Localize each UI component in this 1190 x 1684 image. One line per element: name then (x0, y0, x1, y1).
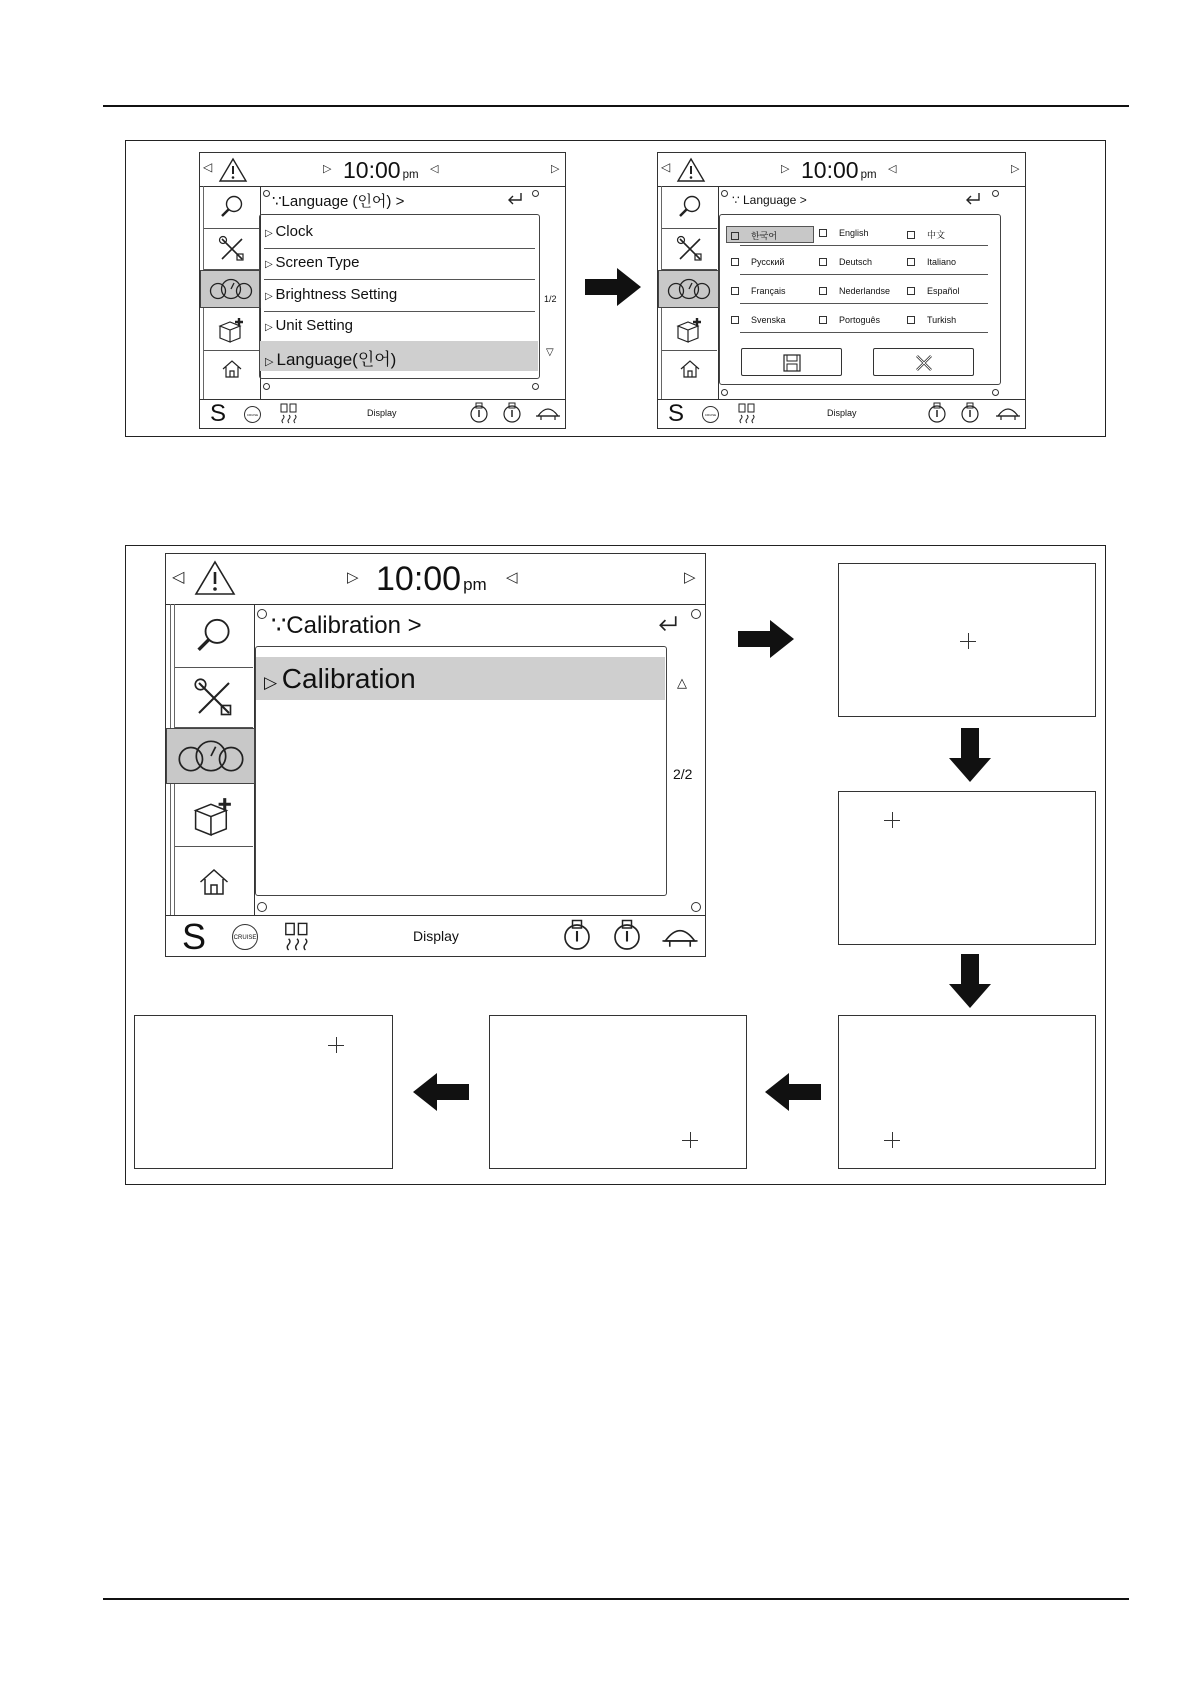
language-option-italian[interactable]: Italiano (907, 257, 956, 267)
corner-dot (992, 190, 999, 197)
language-option-dutch[interactable]: Nederlandse (819, 286, 890, 296)
glow-plug-icon (283, 920, 311, 952)
checkbox[interactable] (907, 316, 915, 324)
corner-dot (263, 383, 270, 390)
top-bar (200, 153, 565, 187)
page-indicator: 1/2 (544, 294, 557, 304)
corner-dot (532, 383, 539, 390)
checkbox[interactable] (819, 316, 827, 324)
turtle-icon (661, 923, 699, 950)
sidebar (658, 186, 719, 400)
top-bar (658, 153, 1025, 187)
return-icon[interactable] (964, 192, 982, 206)
sidebar-item-maintenance[interactable] (662, 308, 717, 351)
menu-area (261, 186, 565, 400)
language-option-french[interactable]: Français (731, 286, 786, 296)
calibration-area (255, 604, 705, 916)
top-bar (166, 554, 705, 605)
tools-icon (193, 677, 235, 719)
return-icon[interactable] (656, 615, 680, 633)
corner-dot (691, 609, 701, 619)
menu-item-calibration[interactable]: ▷ Calibration (256, 657, 665, 700)
warning-icon[interactable] (676, 157, 706, 183)
language-option-swedish[interactable]: Svenska (731, 315, 786, 325)
flow-arrow-left-icon (765, 1073, 821, 1111)
language-option-turkish[interactable]: Turkish (907, 315, 956, 325)
calibration-step-3 (838, 1015, 1096, 1169)
cruise-icon: CRUISE (702, 406, 719, 423)
prev-arrow-icon[interactable]: ◁ (661, 160, 671, 174)
checkbox[interactable] (819, 258, 827, 266)
header-rule (103, 105, 1129, 107)
prev-arrow-icon[interactable]: ◁ (203, 160, 213, 174)
checkbox[interactable] (907, 287, 915, 295)
flow-arrow-left-icon (413, 1073, 469, 1111)
home-icon (221, 359, 243, 379)
prev-arrow-icon[interactable]: ◁ (506, 569, 518, 586)
sidebar-item-search[interactable] (175, 604, 253, 668)
prev-arrow-icon[interactable]: ◁ (172, 569, 185, 586)
screen-calibration-menu (165, 553, 706, 957)
coolant-temp-icon (927, 402, 947, 424)
corner-dot (257, 902, 267, 912)
footer-label: Display (413, 928, 459, 944)
sidebar-item-tools[interactable] (175, 668, 253, 728)
oil-temp-icon (502, 402, 522, 424)
language-option-english[interactable]: English (819, 228, 869, 238)
gauges-icon (209, 278, 253, 300)
divider (264, 248, 535, 249)
flow-arrow-down-icon (949, 954, 991, 1008)
calibration-step-4 (489, 1015, 747, 1169)
sidebar-item-search[interactable] (662, 186, 717, 229)
flow-arrow-down-icon (949, 728, 991, 782)
clock-time: 10:00 pm (343, 157, 419, 183)
calibration-target-icon[interactable] (328, 1037, 344, 1053)
next-arrow-icon[interactable]: ▷ (551, 163, 560, 175)
prev-arrow-icon[interactable]: ◁ (430, 163, 439, 175)
sidebar-item-tools[interactable] (204, 229, 259, 270)
language-option-russian[interactable]: Русский (731, 257, 784, 267)
divider (264, 311, 535, 312)
cruise-icon: CRUISE (232, 924, 258, 950)
sidebar-item-display[interactable] (200, 270, 261, 308)
shift-mode-letter: S (182, 916, 207, 957)
divider (740, 274, 988, 275)
coolant-temp-icon (562, 919, 592, 952)
calibration-target-icon[interactable] (960, 633, 976, 649)
menu-panel (259, 214, 540, 379)
shift-mode-letter: S (668, 400, 685, 427)
checkbox[interactable] (907, 231, 915, 239)
menu-item-screen-type[interactable]: ▷ Screen Type (265, 254, 360, 271)
page-indicator: 2/2 (673, 766, 693, 782)
box-plus-icon (191, 793, 237, 837)
language-option-korean[interactable]: 한국어 (726, 226, 814, 243)
figure-language (125, 140, 1106, 437)
screen-language-menu (199, 152, 566, 429)
footer-rule (103, 1598, 1129, 1600)
shift-mode-letter: S (210, 400, 227, 427)
next-arrow-icon[interactable]: ▷ (684, 569, 696, 586)
breadcrumb: ∵ Language > (732, 193, 807, 207)
warning-icon[interactable] (218, 157, 248, 183)
return-icon[interactable] (506, 192, 524, 206)
figure-calibration (125, 545, 1106, 1185)
oil-temp-icon (960, 402, 980, 424)
calibration-step-1 (838, 563, 1096, 717)
corner-dot (691, 902, 701, 912)
divider (740, 245, 988, 246)
search-icon (219, 194, 245, 220)
checkbox[interactable] (819, 229, 827, 237)
close-icon (915, 354, 933, 372)
corner-dot (257, 609, 267, 619)
language-option-portuguese[interactable]: Portoguês (819, 315, 880, 325)
calibration-target-icon[interactable] (884, 812, 900, 828)
calibration-target-icon[interactable] (682, 1132, 698, 1148)
sidebar (200, 186, 261, 400)
warning-icon[interactable] (193, 559, 237, 597)
gauges-icon (177, 739, 245, 773)
sidebar-item-maintenance[interactable] (175, 784, 253, 847)
bottom-bar (658, 399, 1025, 428)
turtle-icon (535, 404, 561, 422)
language-panel (719, 214, 1001, 385)
footer-label: Display (827, 408, 857, 418)
checkbox[interactable] (731, 232, 739, 240)
sidebar-item-display[interactable] (166, 728, 255, 784)
language-option-spanish[interactable]: Español (907, 286, 960, 296)
sidebar (166, 604, 255, 916)
gauges-icon (667, 278, 711, 300)
box-plus-icon (675, 315, 705, 343)
cancel-button[interactable] (873, 348, 974, 376)
divider (740, 303, 988, 304)
tools-icon (218, 235, 246, 263)
search-icon (194, 616, 234, 656)
checkbox[interactable] (731, 316, 739, 324)
next-arrow-icon[interactable]: ▷ (1011, 163, 1020, 175)
next-arrow-icon[interactable]: ▷ (781, 163, 790, 175)
checkbox[interactable] (819, 287, 827, 295)
save-icon (783, 354, 801, 372)
divider (264, 279, 535, 280)
calibration-target-icon[interactable] (884, 1132, 900, 1148)
save-button[interactable] (741, 348, 842, 376)
corner-dot (721, 190, 728, 197)
tools-icon (676, 235, 704, 263)
oil-temp-icon (612, 919, 642, 952)
corner-dot (992, 389, 999, 396)
sidebar-item-display[interactable] (658, 270, 719, 308)
menu-item-clock[interactable]: ▷ Clock (265, 223, 313, 240)
flow-arrow-right-icon (738, 620, 794, 658)
flow-arrow-right-icon (585, 268, 641, 306)
search-icon (677, 194, 703, 220)
checkbox[interactable] (731, 258, 739, 266)
glow-plug-icon (279, 402, 299, 424)
glow-plug-icon (737, 402, 757, 424)
bottom-bar (166, 915, 705, 956)
menu-panel (255, 646, 667, 896)
sidebar-item-maintenance[interactable] (204, 308, 259, 351)
turtle-icon (995, 404, 1021, 422)
home-icon (197, 867, 231, 897)
screen-language-select (657, 152, 1026, 429)
language-option-german[interactable]: Deutsch (819, 257, 872, 267)
corner-dot (532, 190, 539, 197)
next-arrow-icon[interactable]: ▷ (323, 163, 332, 175)
language-area (719, 186, 1025, 400)
next-arrow-icon[interactable]: ▷ (347, 569, 359, 586)
scroll-down-icon[interactable]: ▽ (546, 347, 554, 358)
sidebar-item-home[interactable] (662, 351, 717, 387)
calibration-step-2 (838, 791, 1096, 945)
clock-time: 10:00 pm (376, 560, 487, 598)
menu-item-language[interactable]: ▷ Language(인어) (260, 341, 538, 371)
calibration-step-5 (134, 1015, 393, 1169)
coolant-temp-icon (469, 402, 489, 424)
sidebar-item-home[interactable] (204, 351, 259, 387)
scroll-up-icon[interactable]: △ (677, 675, 687, 690)
sidebar-item-tools[interactable] (662, 229, 717, 270)
home-icon (679, 359, 701, 379)
corner-dot (721, 389, 728, 396)
checkbox[interactable] (907, 258, 915, 266)
footer-label: Display (367, 408, 397, 418)
cruise-icon: CRUISE (244, 406, 261, 423)
language-option-chinese[interactable]: 中文 (907, 228, 945, 241)
clock-time: 10:00 pm (801, 157, 877, 183)
breadcrumb: ∵Calibration > (271, 612, 422, 639)
bottom-bar (200, 399, 565, 428)
corner-dot (263, 190, 270, 197)
menu-item-brightness-setting[interactable]: ▷ Brightness Setting (265, 286, 398, 303)
sidebar-item-search[interactable] (204, 186, 259, 229)
prev-arrow-icon[interactable]: ◁ (888, 163, 897, 175)
box-plus-icon (217, 315, 247, 343)
breadcrumb: ∵Language (인어) > (272, 193, 405, 210)
sidebar-item-home[interactable] (175, 847, 253, 917)
divider (740, 332, 988, 333)
menu-item-unit-setting[interactable]: ▷ Unit Setting (265, 317, 354, 334)
checkbox[interactable] (731, 287, 739, 295)
